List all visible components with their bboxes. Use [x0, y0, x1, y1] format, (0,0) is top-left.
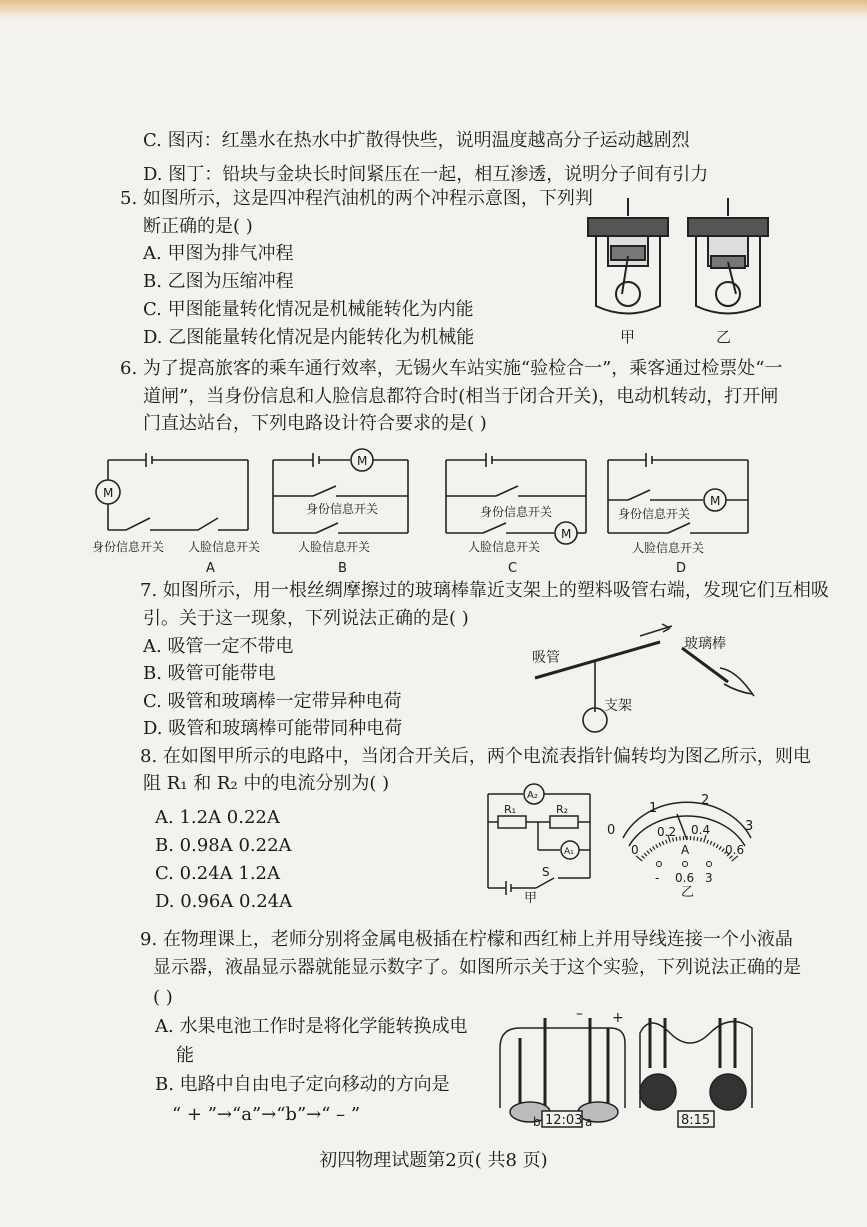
- q9-option-a-1: A. 水果电池工作时是将化学能转换成电: [155, 1016, 468, 1037]
- switch-s: S: [542, 865, 550, 879]
- dial-tick: [647, 851, 650, 854]
- q5-option-b: B. 乙图为压缩冲程: [143, 271, 294, 292]
- circuit-label-c: C: [508, 561, 518, 576]
- motor-d: M: [710, 494, 721, 508]
- dial-tick: [710, 841, 712, 845]
- q9-option-a-2: 能: [176, 1045, 194, 1066]
- dial-tick: [716, 844, 718, 847]
- label-rod: 玻璃棒: [684, 636, 726, 652]
- engine-label-jia: 甲: [620, 328, 636, 346]
- ammeter-a2: A₂: [527, 790, 538, 801]
- q9-stem-3: ( ): [153, 987, 173, 1008]
- b-sw-id: 身份信息开关: [306, 502, 379, 516]
- outer-3: 3: [745, 819, 754, 834]
- ammeter-a1: A₁: [564, 847, 574, 857]
- dial-tick: [653, 846, 655, 849]
- dial-tick: [650, 848, 652, 851]
- dial-tick: [642, 856, 645, 859]
- q5-stem-1: 5. 如图所示，这是四冲程汽油机的两个冲程示意图，下列判: [120, 188, 593, 209]
- dial-tick: [719, 846, 721, 849]
- a-sw-id: 身份信息开关: [92, 540, 165, 554]
- q9-option-b-1: B. 电路中自由电子定向移动的方向是: [155, 1074, 450, 1095]
- q7-stem-1: 7. 如图所示，用一根丝绸摩擦过的玻璃棒靠近支架上的塑料吸管右端，发现它们互相吸: [140, 580, 829, 601]
- terminal-06: 0.6: [675, 871, 695, 885]
- c-sw-face: 人脸信息开关: [468, 540, 541, 554]
- lcd-2: 8:15: [681, 1113, 711, 1128]
- circuit-label-d: D: [676, 561, 687, 576]
- q5-stem-2: 断正确的是( ): [143, 216, 253, 237]
- dial-tick: [644, 853, 647, 856]
- dial-tick: [656, 844, 658, 847]
- straw-figure: [520, 612, 760, 742]
- circuit-label-a: A: [206, 561, 215, 576]
- q9-stem-1: 9. 在物理课上，老师分别将金属电极插在柠檬和西红柿上并用导线连接一个小液晶: [140, 929, 793, 950]
- q5-option-d: D. 乙图能量转化情况是内能转化为机械能: [143, 327, 475, 348]
- q7-stem-2: 引。关于这一现象，下列说法正确的是( ): [143, 608, 469, 629]
- q8-circuit-jia: [478, 778, 608, 904]
- scan-edge: [0, 0, 867, 18]
- ammeter-dial-yi: [605, 788, 765, 900]
- q8-option-b: B. 0.98A 0.22A: [155, 835, 292, 856]
- outer-2: 2: [701, 793, 710, 808]
- dial-tick: [697, 837, 698, 841]
- dial-tick: [662, 841, 664, 845]
- q6-stem-3: 门直达站台，下列电路设计符合要求的是( ): [143, 413, 487, 434]
- terminal-label-a: A: [681, 843, 690, 857]
- label-stand: 支架: [604, 698, 632, 714]
- q8-label-jia: 甲: [524, 891, 538, 904]
- q9-option-b-2: “ + ”→“a”→“b”→“ – ”: [172, 1104, 361, 1125]
- d-sw-face: 人脸信息开关: [632, 541, 705, 555]
- dial-tick: [707, 840, 708, 844]
- circuit-b: [273, 449, 408, 533]
- inner-02: 0.2: [657, 825, 677, 839]
- circuit-label-b: B: [338, 561, 347, 576]
- q5-option-a: A. 甲图为排气冲程: [143, 243, 294, 264]
- q6-stem-1: 6. 为了提高旅客的乘车通行效率，无锡火车站实施“验检合一”，乘客通过检票处“一: [120, 358, 783, 379]
- page-footer: 初四物理试题第2页( 共8 页): [319, 1150, 548, 1171]
- q4-option-d: D. 图丁：铅块与金块长时间紧压在一起，相互渗透，说明分子间有引力: [143, 164, 709, 185]
- fruit-battery-figure: [490, 1008, 770, 1133]
- q8-option-a: A. 1.2A 0.22A: [155, 807, 280, 828]
- inner-04: 0.4: [691, 823, 711, 837]
- q8-stem-1: 8. 在如图甲所示的电路中，当闭合开关后，两个电流表指针偏转均为图乙所示，则电: [140, 746, 811, 767]
- c-sw-id: 身份信息开关: [480, 505, 553, 519]
- motor-c: M: [561, 527, 572, 541]
- inner-06: 0.6: [725, 843, 745, 857]
- label-b: b: [533, 1115, 541, 1129]
- q7-option-b: B. 吸管可能带电: [143, 663, 276, 684]
- motor-b: M: [357, 454, 368, 468]
- circuit-d: [608, 453, 748, 533]
- dial-tick: [713, 843, 715, 847]
- engine-yi: [688, 198, 768, 314]
- d-sw-id: 身份信息开关: [618, 507, 691, 521]
- hand: [720, 668, 754, 696]
- dial-tick: [700, 838, 701, 842]
- dial-tick: [676, 837, 677, 841]
- q9-stem-2: 显示器，液晶显示器就能显示数字了。如图所示关于这个实验，下列说法正确的是: [153, 957, 801, 978]
- resistor-r2: R₂: [556, 803, 569, 816]
- dial-tick: [666, 840, 667, 844]
- label-straw: 吸管: [532, 650, 560, 666]
- terminal-3: 3: [705, 871, 713, 885]
- dial-tick: [659, 843, 661, 847]
- q6-circuits: [88, 448, 768, 576]
- engine-figure: [578, 196, 778, 346]
- label-a: a: [585, 1115, 593, 1129]
- q5-option-c: C. 甲图能量转化情况是机械能转化为内能: [143, 299, 474, 320]
- resistor-r1: R₁: [504, 803, 517, 816]
- outer-1: 1: [649, 801, 658, 816]
- motor-a: M: [103, 486, 114, 500]
- engine-jia: [588, 198, 668, 314]
- q8-stem-2: 阻 R₁ 和 R₂ 中的电流分别为( ): [143, 773, 390, 794]
- q8-option-c: C. 0.24A 1.2A: [155, 863, 280, 884]
- q8-label-yi: 乙: [681, 885, 695, 900]
- q7-option-a: A. 吸管一定不带电: [143, 636, 294, 657]
- q7-option-d: D. 吸管和玻璃棒可能带同种电荷: [143, 718, 403, 739]
- label-minus: –: [576, 1008, 583, 1022]
- needle: [677, 814, 687, 840]
- a-sw-face: 人脸信息开关: [188, 540, 261, 554]
- terminal-minus: -: [655, 871, 660, 885]
- outer-0: 0: [607, 823, 616, 838]
- label-plus: +: [612, 1010, 624, 1026]
- q6-stem-2: 道闸”，当身份信息和人脸信息都符合时(相当于闭合开关)，电动机转动，打开闸: [143, 386, 779, 407]
- lcd-1: 12:03: [545, 1113, 583, 1128]
- engine-label-yi: 乙: [716, 328, 732, 346]
- circuit-a: [96, 453, 248, 530]
- dial-tick: [722, 848, 724, 851]
- q4-option-c: C. 图丙：红墨水在热水中扩散得快些，说明温度越高分子运动越剧烈: [143, 130, 690, 151]
- glass-rod: [682, 648, 728, 682]
- q8-option-d: D. 0.96A 0.24A: [155, 891, 293, 912]
- q7-option-c: C. 吸管和玻璃棒一定带异种电荷: [143, 691, 402, 712]
- b-sw-face: 人脸信息开关: [298, 540, 371, 554]
- inner-0: 0: [631, 843, 639, 857]
